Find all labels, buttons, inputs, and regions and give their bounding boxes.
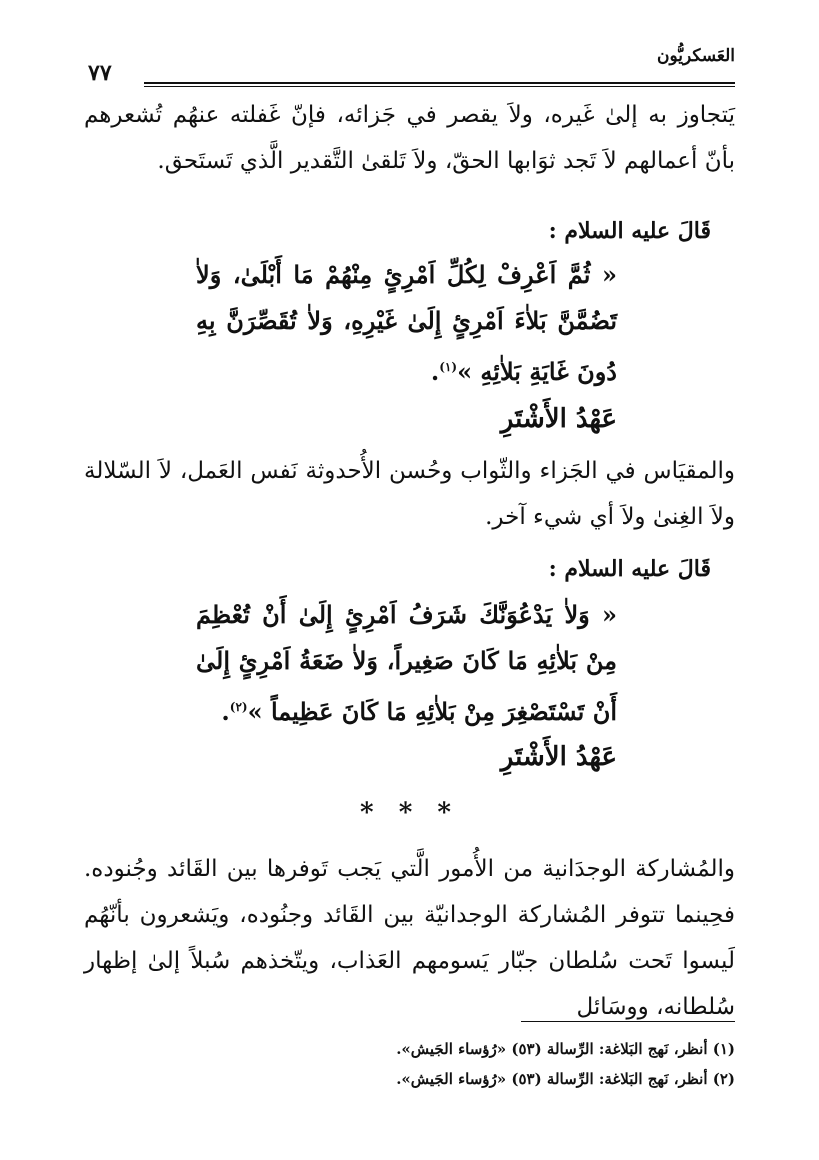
quote-2-text: « وَلاٰ يَدْعُوَنَّكَ شَرَفُ اَمْرِئٍ إِلَىٰ أَنْ تُعْظِمَ مِنْ بَلاٰئِهِ مَا كَانَ صَغِيراً، وَلاٰ ضَعَةُ اَمْرِئٍ إِلَىٰ أَنْ تَسْتَصْغِرَ مِنْ بَلاٰئِهِ مَا كَانَ عَظِيماً » — [196, 600, 617, 726]
page-number: ٧٧ — [88, 60, 112, 86]
paragraph-3: والمُشاركة الوجدَانية من الأُمور الَّتي يَجب تَوفرها بين القَائد وجُنوده. فحِينما تتوفر المُشاركة الوجدانيّة بين القَائد وجنُوده، ويَشعرون بأنّهُم لَيسوا تَحت سُلطان جبّار يَسومهم العَذاب، ويتّخذهم سُبلاً إلىٰ إظهار سُلطانه، ووسَائل — [84, 856, 735, 1020]
quote-2: « وَلاٰ يَدْعُوَنَّكَ شَرَفُ اَمْرِئٍ إِلَىٰ أَنْ تُعْظِمَ مِنْ بَلاٰئِهِ مَا كَانَ صَغِيراً، وَلاٰ ضَعَةُ اَمْرِئٍ إِلَىٰ أَنْ تَسْتَصْغِرَ مِنْ بَلاٰئِهِ مَا كَانَ عَظِيماً »$^{(٢)}$. — [196, 600, 617, 726]
footnote-ref-1: (١) — [439, 360, 458, 374]
section-separator: * * * — [360, 798, 459, 828]
source-1: عَهْدُ الأَشْتَرِ — [500, 404, 617, 434]
quote-label-2: قَالَ عليه السلام : — [548, 556, 711, 582]
footnote-rule — [521, 1021, 735, 1022]
footnote-1: (١) أنظر، نَهج البَلاغة: الرِّسالة (٥٣) «رُؤساء الجَيش». — [396, 1040, 735, 1058]
quote-1: « ثُمَّ اَعْرِفْ لِكُلِّ اَمْرِئٍ مِنْهُمْ مَا أَبْلَىٰ، وَلاٰ تَضُمَّنَّ بَلاٰءَ اَمْرِئٍ إِلَىٰ غَيْرِهِ، وَلاٰ تُقَصِّرَنَّ بِهِ دُونَ غَايَةِ بَلاٰئِهِ »$^{(١)}$. — [196, 260, 618, 386]
quote-label-1: قَالَ عليه السلام : — [548, 218, 711, 244]
paragraph-2: والمقيَاس في الجَزاء والثّواب وحُسن الأُحدوثة نَفس العَمل، لاَ السّلالة ولاَ الغِنىٰ ولاَ أي شيء آخر. — [84, 458, 735, 530]
quote-1-text: « ثُمَّ اَعْرِفْ لِكُلِّ اَمْرِئٍ مِنْهُمْ مَا أَبْلَىٰ، وَلاٰ تَضُمَّنَّ بَلاٰءَ اَمْرِئٍ إِلَىٰ غَيْرِهِ، وَلاٰ تُقَصِّرَنَّ بِهِ دُونَ غَايَةِ بَلاٰئِهِ » — [196, 260, 618, 386]
source-2: عَهْدُ الأَشْتَرِ — [500, 742, 617, 772]
footnote-ref-2: (٢) — [229, 700, 248, 714]
header-rule-thin — [144, 86, 735, 87]
header-rule — [144, 82, 735, 84]
running-title: العَسكريُّون — [656, 46, 735, 66]
footnote-2: (٢) أنظر، نَهج البَلاغة: الرِّسالة (٥٣) «رُؤساء الجَيش». — [396, 1070, 735, 1088]
paragraph-1: يَتجاوز به إلىٰ غَيره، ولاَ يقصر في جَزائه، فإنّ غَفلته عنهُم تُشعرهم بأنّ أعمالهم لاَ تَجد ثوَابها الحقّ، ولاَ تَلقىٰ التَّقدير الَّذي تَستَحق. — [84, 102, 735, 174]
